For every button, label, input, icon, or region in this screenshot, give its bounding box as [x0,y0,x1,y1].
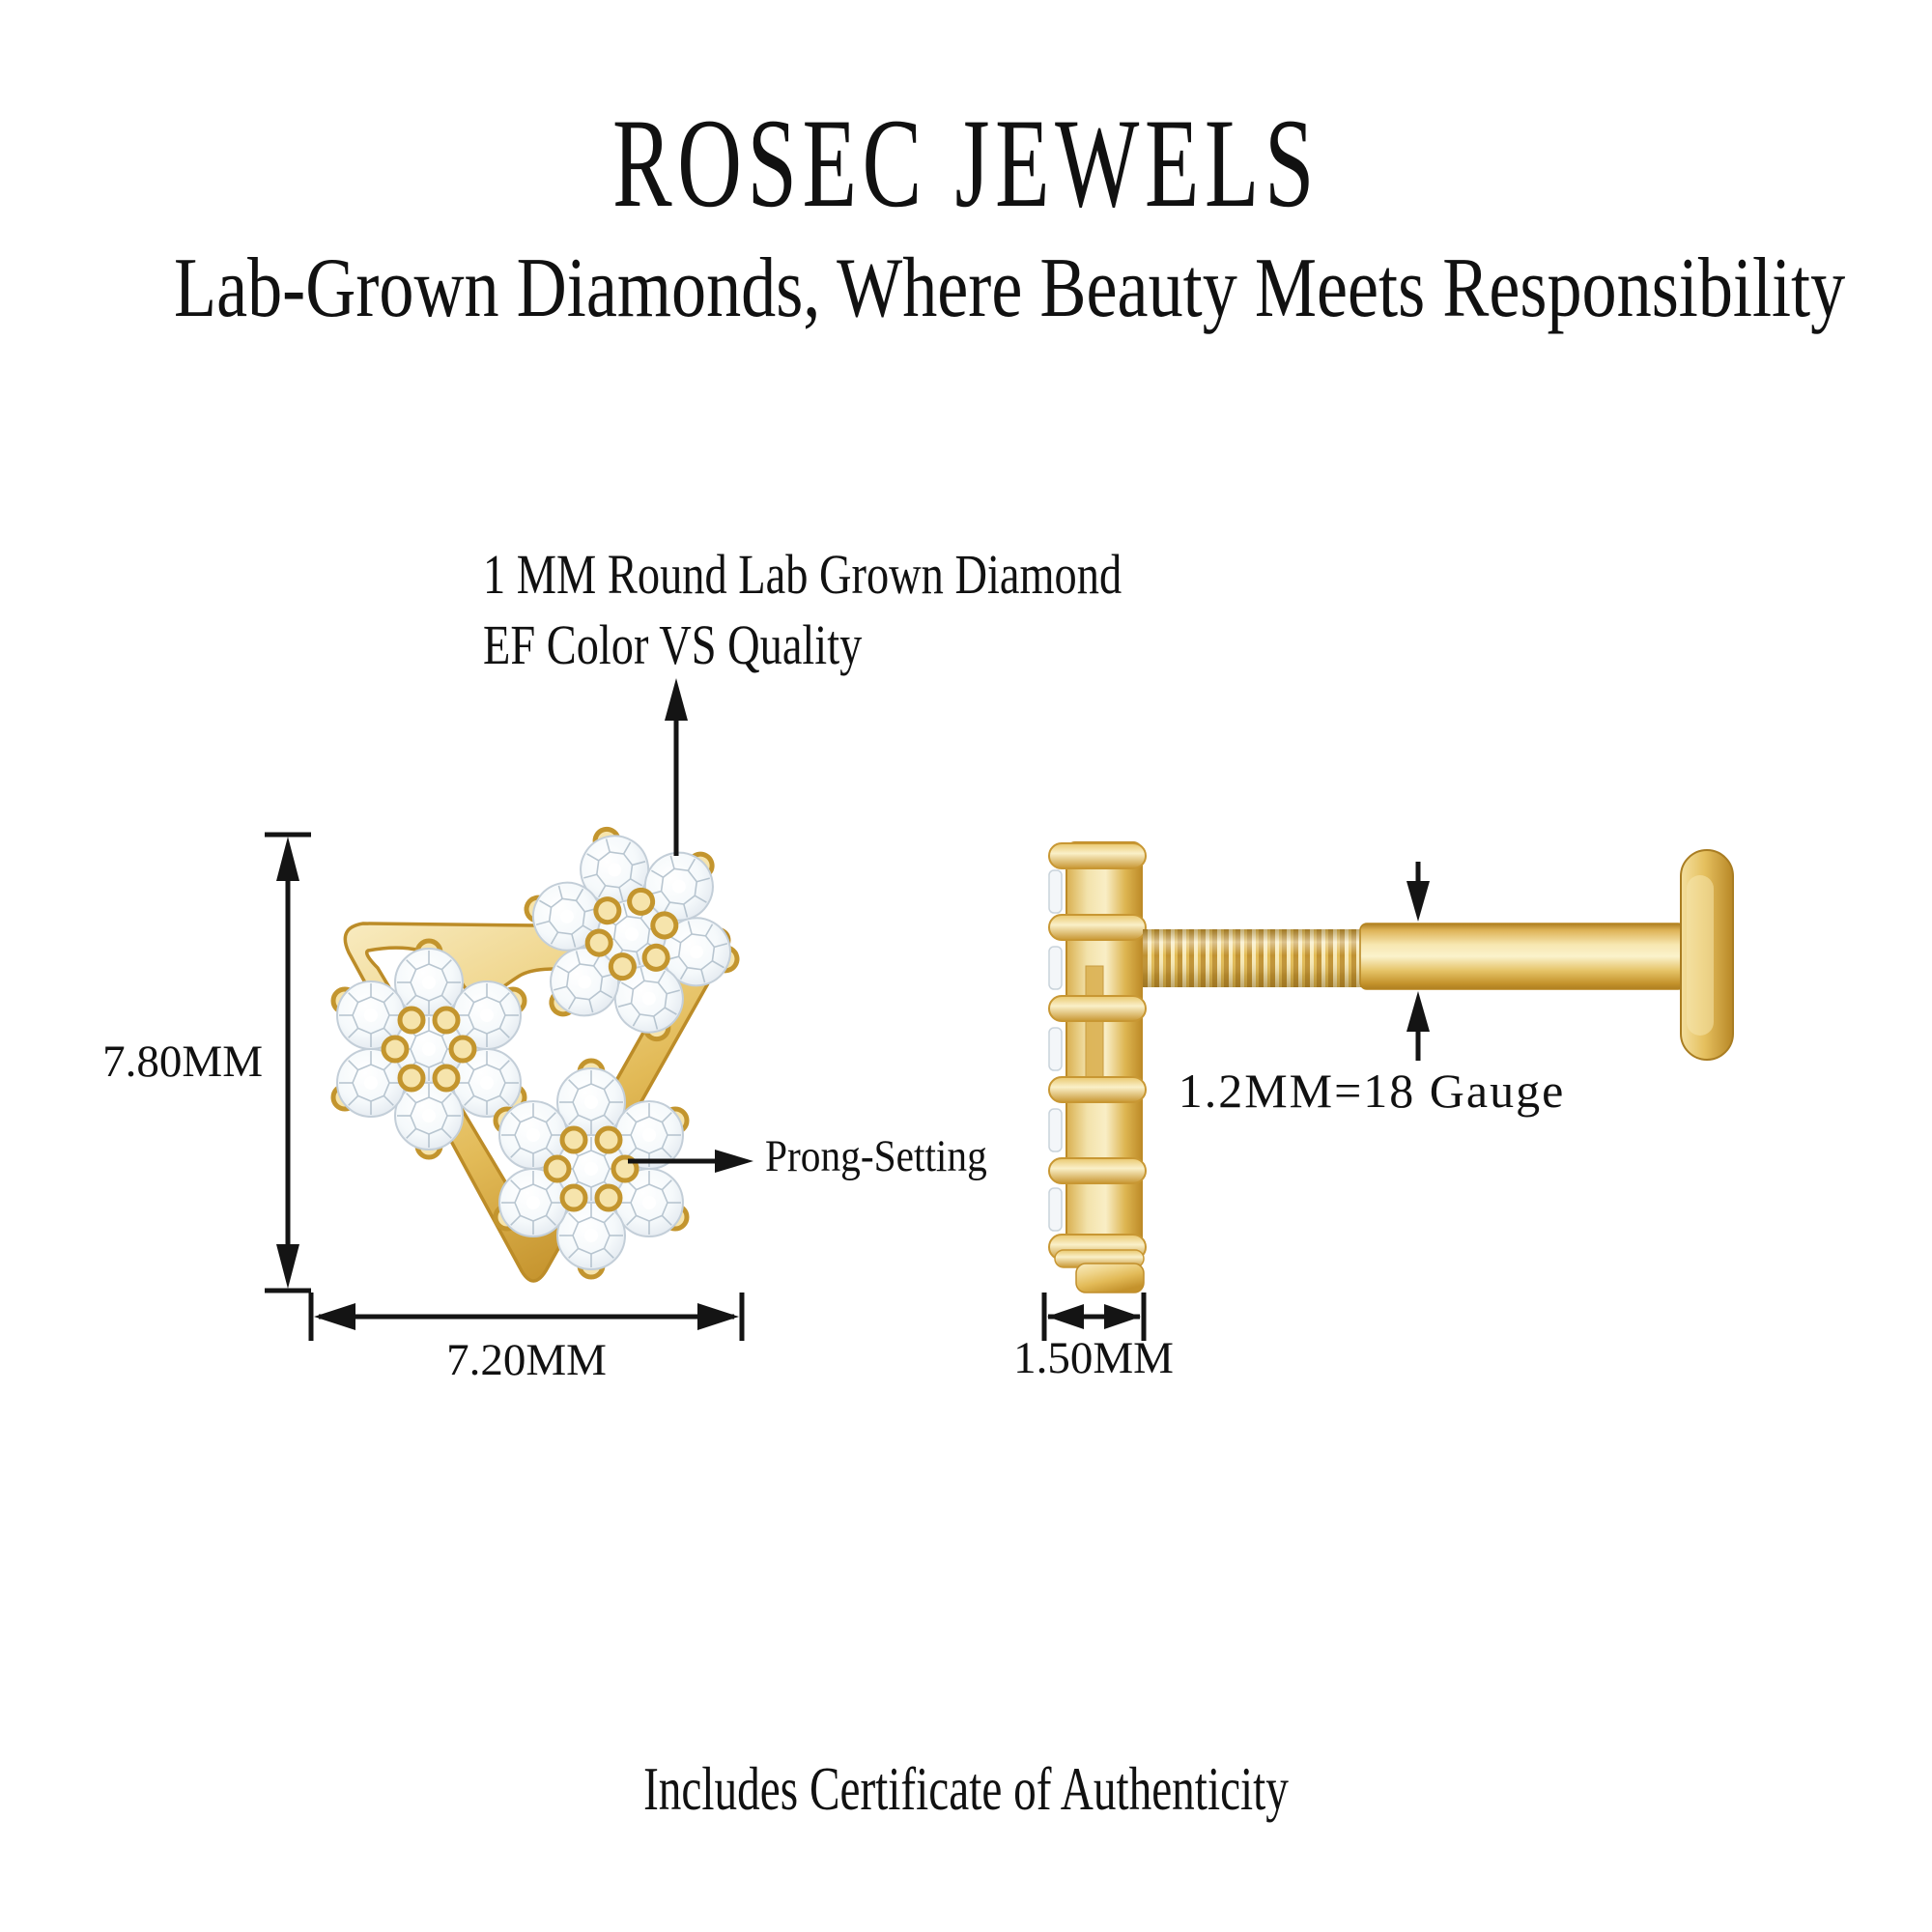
height-dimension-label: 7.80MM [102,1037,263,1087]
depth-dimension-label: 1.50MM [1013,1333,1174,1383]
certificate-note: Includes Certificate of Authenticity [643,1755,1289,1823]
arrow-down-icon [1406,881,1430,922]
arrow-up-icon [665,678,688,721]
arrow-right-icon [715,1150,753,1173]
gauge-label: 1.2MM=18 Gauge [1178,1064,1566,1118]
width-dimension-label: 7.20MM [446,1335,607,1385]
arrow-right-icon [1104,1304,1141,1329]
page-title: ROSEC JEWELS [611,92,1321,234]
page-subtitle: Lab-Grown Diamonds, Where Beauty Meets Responsibility [174,242,1846,335]
arrow-left-icon [314,1303,355,1330]
post [1360,923,1685,989]
arrow-up-icon [1406,991,1430,1032]
arrow-down-icon [276,1244,299,1289]
flat-back-disc [1681,850,1733,1060]
screw-thread [1143,929,1364,987]
diamond-note-arrow [665,678,688,856]
prong-setting-label: Prong-Setting [765,1131,987,1181]
diamond-note [483,539,1122,680]
arrow-left-icon [1047,1304,1084,1329]
front-view [333,805,753,1281]
diamond-note-line1: 1 MM Round Lab Grown Diamond [483,543,1122,606]
diamond-note-line2: EF Color VS Quality [483,613,863,676]
arrow-up-icon [276,837,299,881]
dimension-height [265,835,311,1291]
arrow-right-icon [697,1303,739,1330]
flower-cluster-top [511,805,752,1064]
